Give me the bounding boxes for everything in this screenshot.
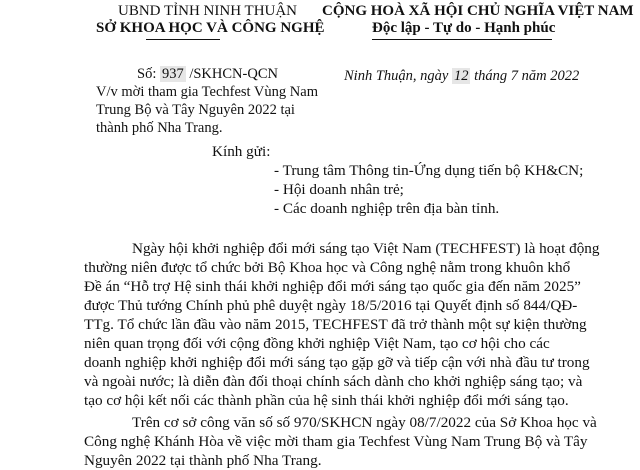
subject-line-2: Trung Bộ và Tây Nguyên 2022 tại bbox=[96, 102, 295, 118]
ref-prefix: Số: bbox=[137, 66, 160, 82]
document-reference bbox=[137, 66, 278, 83]
subject-line-3: thành phố Nha Trang. bbox=[96, 120, 223, 136]
body-paragraph-2-line: Nguyên 2022 tại thành phố Nha Trang. bbox=[84, 452, 322, 469]
date-day: 12 bbox=[453, 68, 469, 84]
agency-name: SỞ KHOA HỌC VÀ CÔNG NGHỆ bbox=[96, 20, 325, 36]
body-paragraph-1-line: và ngoài nước; là diễn đàn đối thoại chính sách dành cho khởi nghiệp sáng tạo; và bbox=[84, 373, 583, 390]
body-paragraph-1-line: TTg. Tổ chức lần đầu vào năm 2015, TECHFEST đã trở thành một sự kiện thường bbox=[84, 316, 587, 333]
body-paragraph-1-line: Đề án “Hỗ trợ Hệ sinh thái khởi nghiệp đổi mới sáng tạo quốc gia đến năm 2025” bbox=[84, 278, 581, 295]
body-paragraph-1-line: Ngày hội khởi nghiệp đổi mới sáng tạo Việt Nam (TECHFEST) là hoạt động bbox=[132, 240, 600, 257]
subject-line-1: V/v mời tham gia Techfest Vùng Nam bbox=[96, 84, 318, 100]
body-paragraph-1-line: niên quan trọng đối với cộng đồng khởi nghiệp Việt Nam, tạo cơ hội cho các bbox=[84, 335, 550, 352]
addressee-label: Kính gửi: bbox=[212, 143, 271, 160]
body-paragraph-2-line: Trên cơ sở công văn số số 970/SKHCN ngày 08/7/2022 của Sở Khoa học và bbox=[132, 414, 597, 431]
body-paragraph-2-line: Công nghệ Khánh Hòa về việc mời tham gia Techfest Vùng Nam Trung Bộ và Tây bbox=[84, 433, 588, 450]
body-paragraph-1-line: doanh nghiệp khởi nghiệp đổi mới sáng tạo gặp gỡ và tiếp cận với nhà đầu tư trong bbox=[84, 354, 590, 371]
addressee-item: - Các doanh nghiệp trên địa bàn tỉnh. bbox=[274, 200, 500, 217]
body-paragraph-1-line: được Thủ tướng Chính phủ phê duyệt ngày 18/5/2016 tại Quyết định số 844/QĐ- bbox=[84, 297, 578, 314]
addressee-item: - Hội doanh nhân trẻ; bbox=[274, 181, 404, 198]
motto-underline bbox=[372, 39, 552, 40]
date-prefix: Ninh Thuận, ngày bbox=[344, 68, 452, 84]
national-title: CỘNG HOÀ XÃ HỘI CHỦ NGHĨA VIỆT NAM bbox=[322, 3, 634, 19]
ref-suffix: /SKHCN-QCN bbox=[185, 66, 278, 82]
body-paragraph-1-line: thường niên được tổ chức bởi Bộ Khoa học và Công nghệ nằm trong khuôn khổ bbox=[84, 259, 571, 276]
body-paragraph-1-line: tạo cơ hội kết nối các thành phần của hệ sinh thái khởi nghiệp đổi mới sáng tạo. bbox=[84, 392, 569, 409]
agency-parent: UBND TỈNH NINH THUẬN bbox=[118, 3, 298, 19]
addressee-item: - Trung tâm Thông tin-Ứng dụng tiến bộ KH&CN; bbox=[274, 162, 584, 179]
agency-underline bbox=[146, 39, 220, 40]
ref-number: 937 bbox=[161, 66, 184, 82]
national-motto: Độc lập - Tự do - Hạnh phúc bbox=[372, 20, 556, 36]
date-suffix: tháng 7 năm 2022 bbox=[470, 68, 580, 84]
document-date bbox=[344, 68, 579, 85]
